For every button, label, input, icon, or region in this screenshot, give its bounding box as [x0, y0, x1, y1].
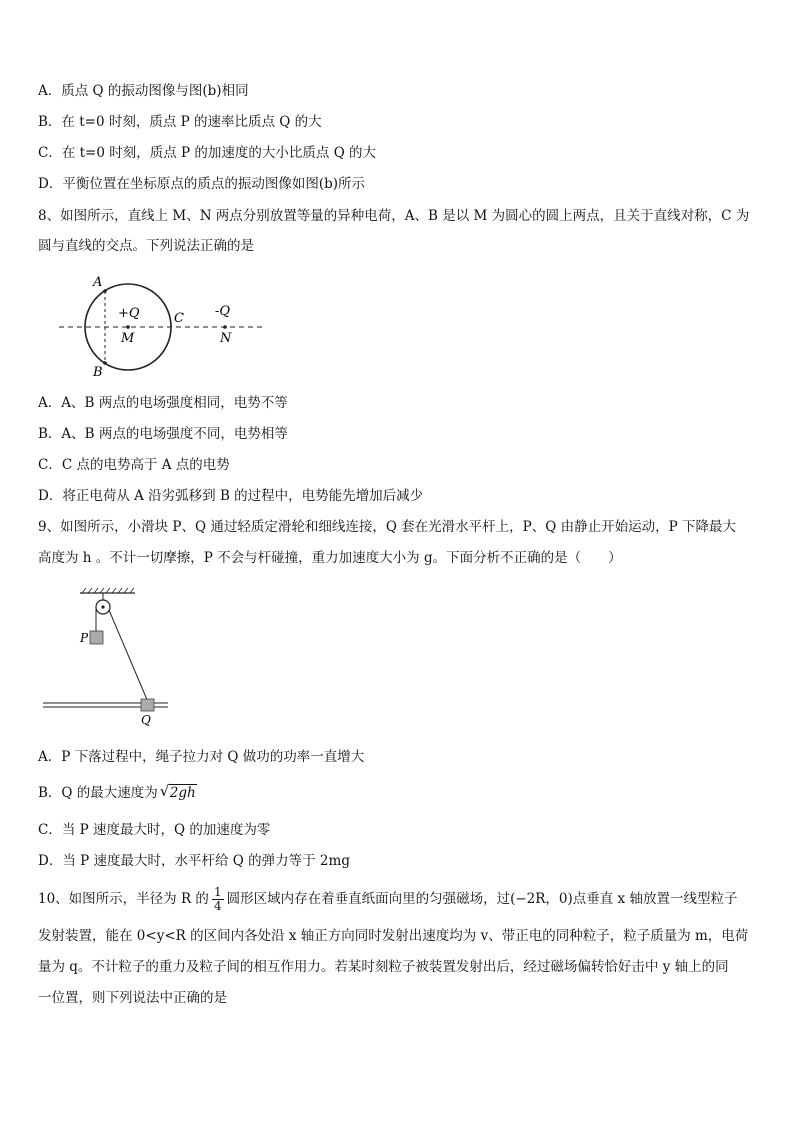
q8-option-d: D．将正电荷从 A 沿劣弧移到 B 的过程中，电势能先增加后减少	[38, 488, 424, 504]
sqrt-sign: √	[159, 782, 170, 800]
q10-stem-line2: 发射装置，能在 0<y<R 的区间内各处沿 x 轴正方向同时发射出速度均为 v、带正电的同种粒子，粒子质量为 m，电荷	[38, 928, 749, 944]
q9-label-q: Q	[141, 713, 151, 727]
q8-label-b: B	[93, 365, 103, 380]
q8-label-a: A	[93, 275, 103, 290]
q8-stem-line1: 8、如图所示，直线上 M、N 两点分别放置等量的异种电荷，A、B 是以 M 为圆心的圆上两点，且关于直线对称，C 为	[38, 208, 750, 224]
q9-option-a: A．P 下落过程中，绳子拉力对 Q 做功的功率一直增大	[38, 749, 365, 765]
q9-option-d: D．当 P 速度最大时，水平杆给 Q 的弹力等于 2mg	[38, 853, 350, 869]
q8-label-plus-q: +Q	[118, 306, 140, 321]
q8-point-n	[223, 325, 227, 329]
q10-stem-line3: 量为 q。不计粒子的重力及粒子间的相互作用力。若某时刻粒子被装置发射出后，经过磁场偏转恰好击中 y 轴上的同	[38, 959, 729, 975]
q7-option-d: D．平衡位置在坐标原点的质点的振动图像如图(b)所示	[38, 176, 365, 192]
q8-stem-line2: 圆与直线的交点。下列说法正确的是	[38, 238, 254, 254]
q9-block-q	[141, 699, 154, 711]
q10-stem-line1	[38, 886, 737, 913]
q9-option-b-radicand: 2gh	[169, 785, 196, 801]
q9-label-p: P	[80, 631, 89, 645]
q8-point-m	[126, 325, 130, 329]
q7-option-c: C．在 t=0 时刻，质点 P 的加速度的大小比质点 Q 的大	[38, 145, 377, 161]
q9-option-b	[38, 783, 197, 803]
q10-frac-den: 4	[213, 899, 222, 913]
q8-option-c: C．C 点的电势高于 A 点的电势	[38, 457, 230, 473]
q10-stem-line4: 一位置，则下列说法中正确的是	[38, 990, 227, 1006]
q7-option-a: A．质点 Q 的振动图像与图(b)相同	[38, 83, 249, 99]
q10-stem-pre: 10、如图所示，半径为 R 的	[38, 891, 209, 907]
q8-label-c: C	[174, 311, 184, 326]
q10-stem-post: 圆形区域内存在着垂直纸面向里的匀强磁场，过(−2R，0)点垂直 x 轴放置一线型粒子	[226, 891, 738, 907]
q9-stem-line2: 高度为 h 。不计一切摩擦，P 不会与杆碰撞，重力加速度大小为 g。下面分析不正确的是（ ）	[38, 550, 622, 566]
q9-stem-line1: 9、如图所示，小滑块 P、Q 通过轻质定滑轮和细线连接，Q 套在光滑水平杆上，P、Q 由静止开始运动，P 下降最大	[38, 519, 736, 535]
q8-point-a	[103, 289, 107, 293]
q9-option-c: C．当 P 速度最大时，Q 的加速度为零	[38, 822, 271, 838]
q9-string-q	[109, 610, 148, 702]
q8-figure	[55, 270, 270, 380]
q9-pulley-axle	[101, 605, 104, 608]
q9-ceiling-hatch	[82, 588, 134, 593]
q10-fraction	[212, 886, 224, 913]
q8-label-n: N	[220, 331, 232, 346]
q7-option-b: B．在 t=0 时刻，质点 P 的速率比质点 Q 的大	[38, 114, 322, 130]
q10-frac-num: 1	[213, 885, 222, 899]
q8-option-b: B．A、B 两点的电场强度不同，电势相等	[38, 426, 288, 442]
q8-label-minus-q: -Q	[215, 304, 231, 319]
q9-block-p	[90, 631, 103, 644]
q8-option-a: A．A、B 两点的电场强度相同，电势不等	[38, 395, 288, 411]
q9-option-b-sqrt	[160, 783, 197, 803]
q9-figure	[40, 585, 175, 730]
q9-option-b-prefix: B．Q 的最大速度为	[38, 785, 158, 801]
q8-label-m: M	[121, 331, 135, 346]
q8-point-b	[103, 361, 107, 365]
